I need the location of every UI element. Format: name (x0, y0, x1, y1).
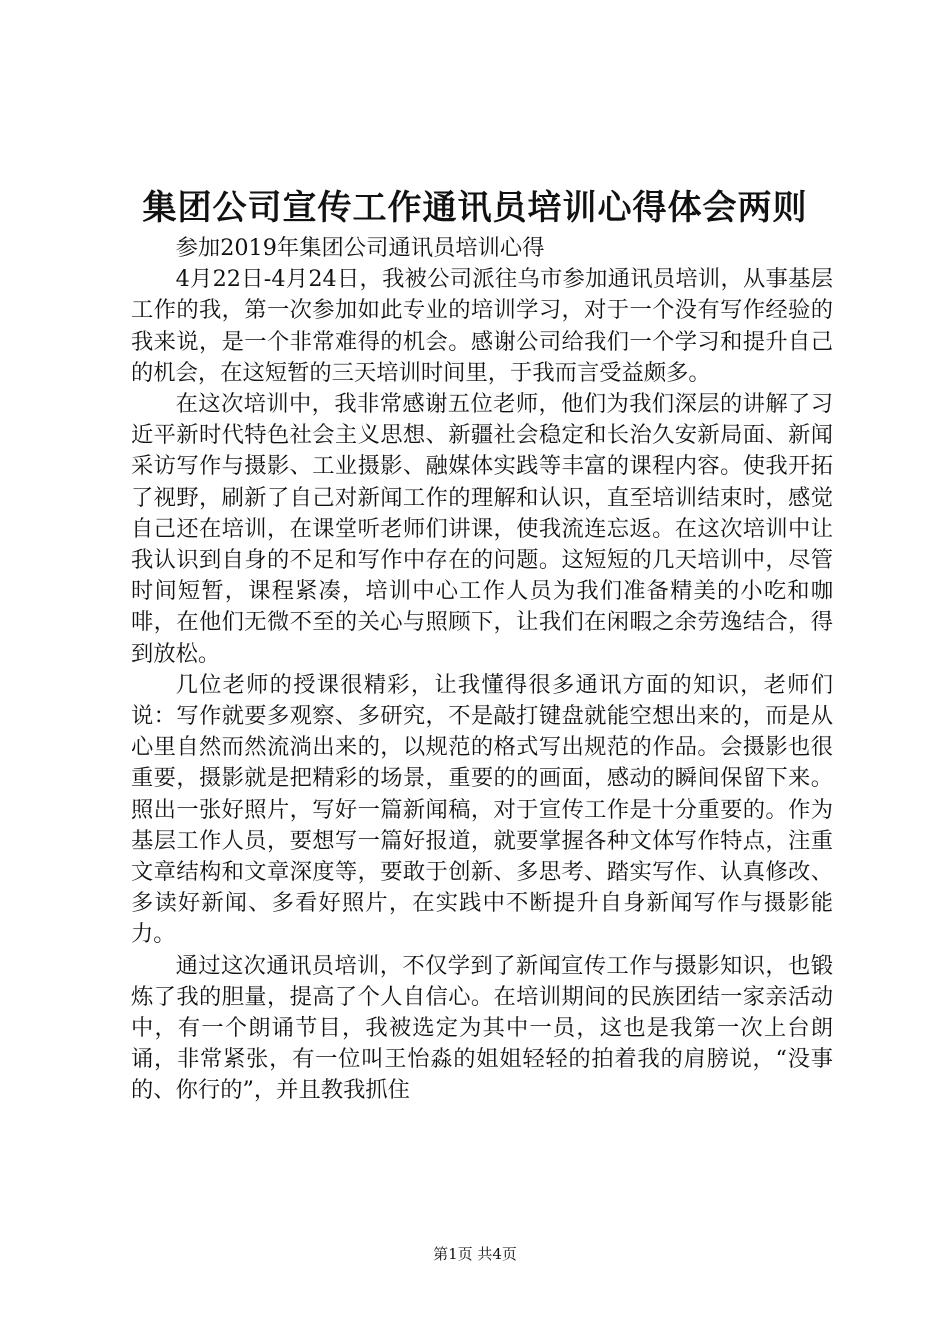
paragraph: 通过这次通讯员培训，不仅学到了新闻宣传工作与摄影知识，也锻炼了我的胆量，提高了个人自信心。在培训期间的民族团结一家亲活动中，有一个朗诵节目，我被选定为其中一员，这也是我第一次上台朗诵，非常紧张，有一位叫王怡淼的姐姐轻轻的拍着我的肩膀说，“没事的、你行的”，并且教我抓住 (131, 952, 833, 1104)
paragraph: 在这次培训中，我非常感谢五位老师，他们为我们深层的讲解了习近平新时代特色社会主义思想、新疆社会稳定和长治久安新局面、新闻采访写作与摄影、工业摄影、融媒体实践等丰富的课程内容。使我开拓了视野，刷新了自己对新闻工作的理解和认识，直至培训结束时，感觉自己还在培训，在课堂听老师们讲课，使我流连忘返。在这次培训中让我认识到自身的不足和写作中存在的问题。这短短的几天培训中，尽管时间短暂，课程紧凑，培训中心工作人员为我们准备精美的小吃和咖啡，在他们无微不至的关心与照顾下，让我们在闲暇之余劳逸结合，得到放松。 (131, 391, 833, 667)
document-body (131, 233, 833, 1107)
paragraph: 几位老师的授课很精彩，让我懂得很多通讯方面的知识，老师们说：写作就要多观察、多研究，不是敲打键盘就能空想出来的，而是从心里自然而然流淌出来的，以规范的格式写出规范的作品。会摄影也很重要，摄影就是把精彩的场景，重要的的画面，感动的瞬间保留下来。照出一张好照片，写好一篇新闻稿，对于宣传工作是十分重要的。作为基层工作人员，要想写一篇好报道，就要掌握各种文体写作特点，注重文章结构和文章深度等，要敢于创新、多思考、踏实写作、认真修改、多读好新闻、多看好照片，在实践中不断提升自身新闻写作与摄影能力。 (131, 671, 833, 948)
page-footer: 第1页 共4页 (433, 1245, 517, 1263)
paragraph: 4月22日-4月24日，我被公司派往乌市参加通讯员培训，从事基层工作的我，第一次参加如此专业的培训学习，对于一个没有写作经验的我来说，是一个非常难得的机会。感谢公司给我们一个学习和提升自己的机会，在这短暂的三天培训时间里，于我而言受益颇多。 (131, 266, 833, 386)
page-title: 集团公司宣传工作通讯员培训心得体会两则 (142, 188, 808, 228)
paragraph-subheading: 参加2019年集团公司通讯员培训心得 (175, 235, 545, 261)
